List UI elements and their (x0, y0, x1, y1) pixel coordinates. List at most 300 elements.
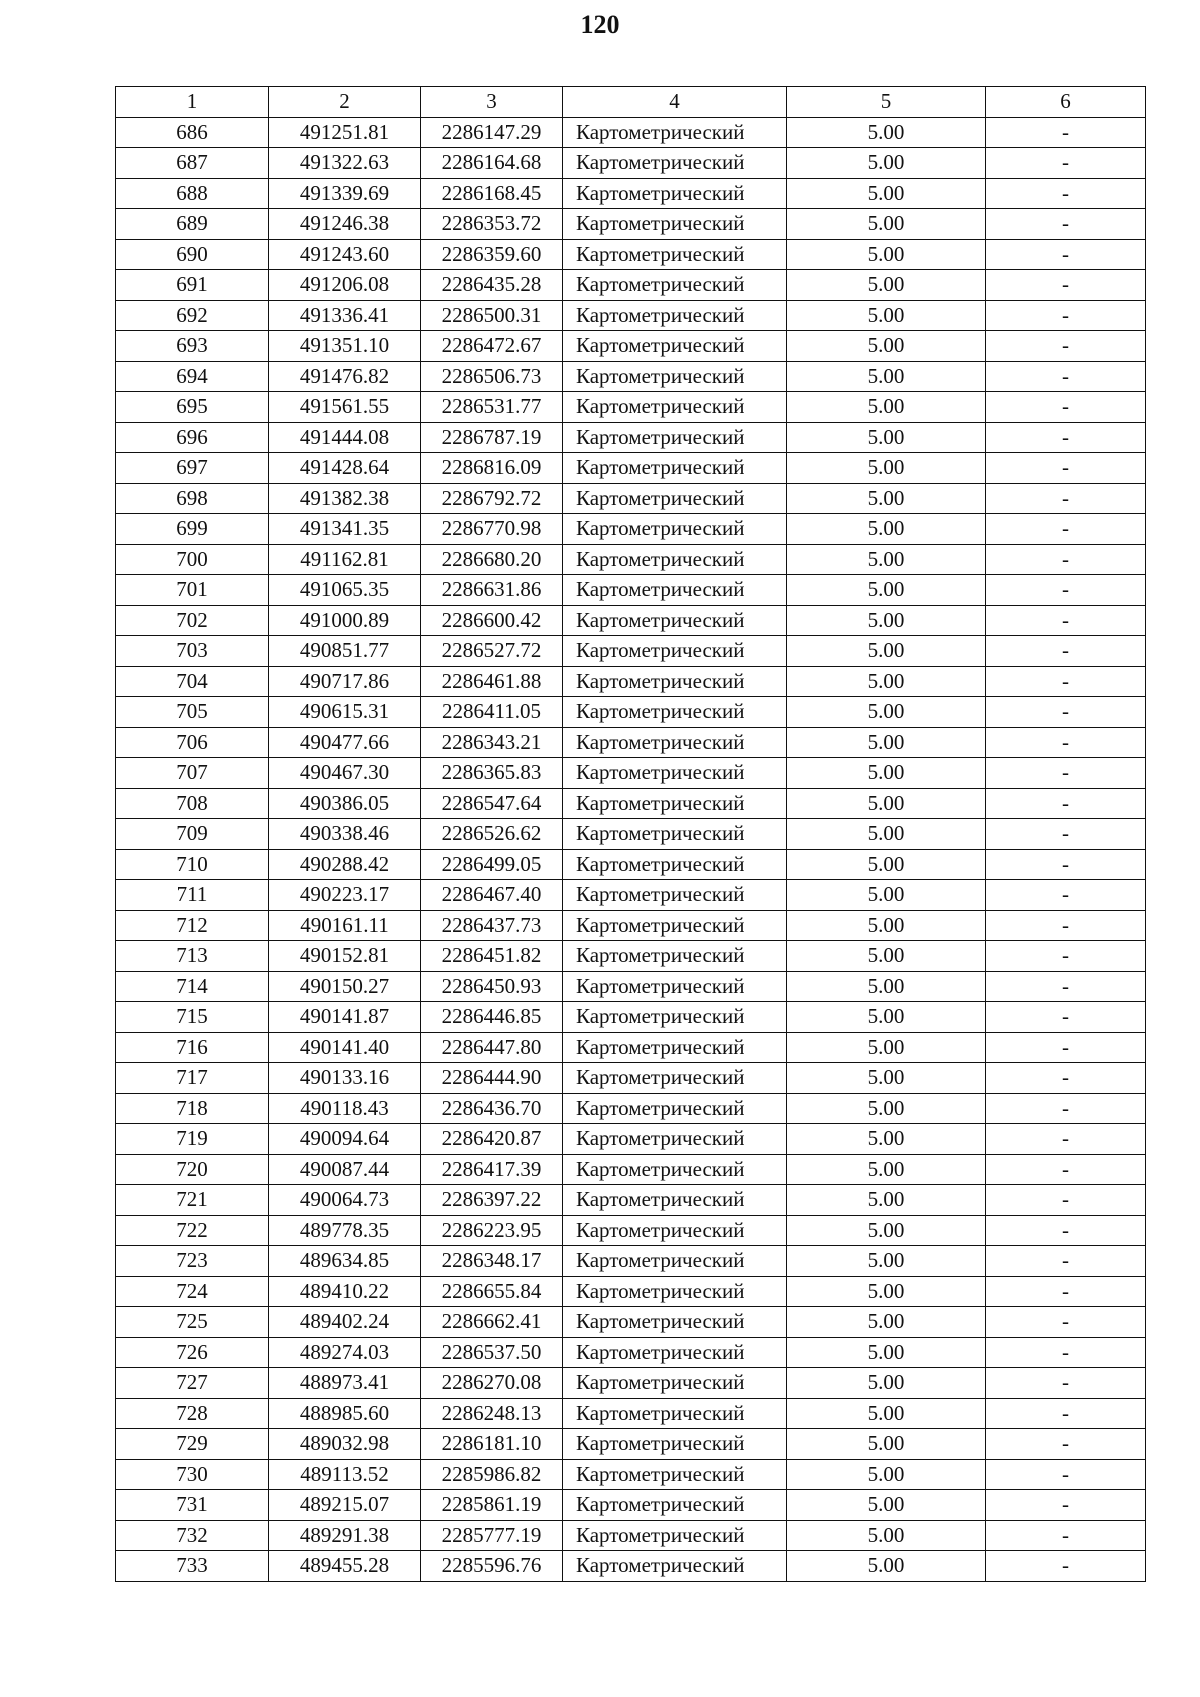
accuracy-cell: 5.00 (787, 270, 986, 301)
y-coordinate-cell: 2286437.73 (421, 910, 563, 941)
y-coordinate-cell: 2286353.72 (421, 209, 563, 240)
point-number-cell: 733 (116, 1551, 269, 1582)
method-cell: Картометрический (563, 1551, 787, 1582)
method-cell: Картометрический (563, 697, 787, 728)
accuracy-cell: 5.00 (787, 1276, 986, 1307)
point-number-cell: 710 (116, 849, 269, 880)
point-number-cell: 696 (116, 422, 269, 453)
method-cell: Картометрический (563, 819, 787, 850)
description-cell: - (986, 361, 1146, 392)
x-coordinate-cell: 490338.46 (269, 819, 421, 850)
method-cell: Картометрический (563, 209, 787, 240)
accuracy-cell: 5.00 (787, 666, 986, 697)
x-coordinate-cell: 491561.55 (269, 392, 421, 423)
table-row (116, 1154, 1146, 1185)
x-coordinate-cell: 490152.81 (269, 941, 421, 972)
description-cell: - (986, 727, 1146, 758)
y-coordinate-cell: 2286164.68 (421, 148, 563, 179)
table-row (116, 239, 1146, 270)
y-coordinate-cell: 2286270.08 (421, 1368, 563, 1399)
description-cell: - (986, 880, 1146, 911)
description-cell: - (986, 1398, 1146, 1429)
method-cell: Картометрический (563, 605, 787, 636)
y-coordinate-cell: 2286526.62 (421, 819, 563, 850)
point-number-cell: 723 (116, 1246, 269, 1277)
method-cell: Картометрический (563, 544, 787, 575)
point-number-cell: 695 (116, 392, 269, 423)
method-cell: Картометрический (563, 300, 787, 331)
x-coordinate-cell: 490477.66 (269, 727, 421, 758)
table-row (116, 300, 1146, 331)
method-cell: Картометрический (563, 1398, 787, 1429)
table-row (116, 148, 1146, 179)
accuracy-cell: 5.00 (787, 819, 986, 850)
description-cell: - (986, 1215, 1146, 1246)
point-number-cell: 713 (116, 941, 269, 972)
x-coordinate-cell: 490118.43 (269, 1093, 421, 1124)
point-number-cell: 712 (116, 910, 269, 941)
table-row (116, 1337, 1146, 1368)
y-coordinate-cell: 2286365.83 (421, 758, 563, 789)
y-coordinate-cell: 2286472.67 (421, 331, 563, 362)
method-cell: Картометрический (563, 971, 787, 1002)
method-cell: Картометрический (563, 483, 787, 514)
accuracy-cell: 5.00 (787, 300, 986, 331)
table-row (116, 666, 1146, 697)
accuracy-cell: 5.00 (787, 1398, 986, 1429)
description-cell: - (986, 636, 1146, 667)
method-cell: Картометрический (563, 1002, 787, 1033)
point-number-cell: 724 (116, 1276, 269, 1307)
description-cell: - (986, 1551, 1146, 1582)
method-cell: Картометрический (563, 1063, 787, 1094)
table-row (116, 788, 1146, 819)
method-cell: Картометрический (563, 1276, 787, 1307)
table-row (116, 941, 1146, 972)
table-row (116, 361, 1146, 392)
point-number-cell: 730 (116, 1459, 269, 1490)
table-row (116, 758, 1146, 789)
accuracy-cell: 5.00 (787, 1368, 986, 1399)
description-cell: - (986, 788, 1146, 819)
method-cell: Картометрический (563, 1032, 787, 1063)
point-number-cell: 686 (116, 117, 269, 148)
x-coordinate-cell: 491428.64 (269, 453, 421, 484)
y-coordinate-cell: 2286223.95 (421, 1215, 563, 1246)
table-row (116, 910, 1146, 941)
y-coordinate-cell: 2286181.10 (421, 1429, 563, 1460)
description-cell: - (986, 1429, 1146, 1460)
column-header: 6 (986, 87, 1146, 118)
table-row (116, 1276, 1146, 1307)
y-coordinate-cell: 2286499.05 (421, 849, 563, 880)
method-cell: Картометрический (563, 941, 787, 972)
y-coordinate-cell: 2286397.22 (421, 1185, 563, 1216)
description-cell: - (986, 605, 1146, 636)
method-cell: Картометрический (563, 453, 787, 484)
x-coordinate-cell: 491444.08 (269, 422, 421, 453)
accuracy-cell: 5.00 (787, 788, 986, 819)
accuracy-cell: 5.00 (787, 697, 986, 728)
y-coordinate-cell: 2286506.73 (421, 361, 563, 392)
x-coordinate-cell: 490141.87 (269, 1002, 421, 1033)
method-cell: Картометрический (563, 514, 787, 545)
y-coordinate-cell: 2286420.87 (421, 1124, 563, 1155)
description-cell: - (986, 392, 1146, 423)
accuracy-cell: 5.00 (787, 209, 986, 240)
accuracy-cell: 5.00 (787, 1490, 986, 1521)
table-row (116, 1124, 1146, 1155)
accuracy-cell: 5.00 (787, 1520, 986, 1551)
accuracy-cell: 5.00 (787, 148, 986, 179)
x-coordinate-cell: 489410.22 (269, 1276, 421, 1307)
table-row (116, 1002, 1146, 1033)
description-cell: - (986, 1185, 1146, 1216)
method-cell: Картометрический (563, 758, 787, 789)
method-cell: Картометрический (563, 1246, 787, 1277)
y-coordinate-cell: 2286461.88 (421, 666, 563, 697)
description-cell: - (986, 910, 1146, 941)
accuracy-cell: 5.00 (787, 483, 986, 514)
accuracy-cell: 5.00 (787, 636, 986, 667)
method-cell: Картометрический (563, 1185, 787, 1216)
accuracy-cell: 5.00 (787, 1215, 986, 1246)
description-cell: - (986, 239, 1146, 270)
point-number-cell: 698 (116, 483, 269, 514)
table-row (116, 971, 1146, 1002)
x-coordinate-cell: 491339.69 (269, 178, 421, 209)
accuracy-cell: 5.00 (787, 1429, 986, 1460)
description-cell: - (986, 1490, 1146, 1521)
table-row (116, 178, 1146, 209)
method-cell: Картометрический (563, 270, 787, 301)
column-header: 2 (269, 87, 421, 118)
y-coordinate-cell: 2286770.98 (421, 514, 563, 545)
y-coordinate-cell: 2286450.93 (421, 971, 563, 1002)
method-cell: Картометрический (563, 1154, 787, 1185)
y-coordinate-cell: 2286531.77 (421, 392, 563, 423)
point-number-cell: 691 (116, 270, 269, 301)
y-coordinate-cell: 2286537.50 (421, 1337, 563, 1368)
description-cell: - (986, 544, 1146, 575)
point-number-cell: 717 (116, 1063, 269, 1094)
x-coordinate-cell: 489455.28 (269, 1551, 421, 1582)
method-cell: Картометрический (563, 880, 787, 911)
method-cell: Картометрический (563, 575, 787, 606)
table-row (116, 514, 1146, 545)
description-cell: - (986, 1337, 1146, 1368)
point-number-cell: 708 (116, 788, 269, 819)
table-row (116, 1307, 1146, 1338)
x-coordinate-cell: 491162.81 (269, 544, 421, 575)
description-cell: - (986, 270, 1146, 301)
x-coordinate-cell: 491382.38 (269, 483, 421, 514)
y-coordinate-cell: 2286147.29 (421, 117, 563, 148)
method-cell: Картометрический (563, 910, 787, 941)
table-row (116, 1185, 1146, 1216)
accuracy-cell: 5.00 (787, 361, 986, 392)
table-row (116, 1398, 1146, 1429)
x-coordinate-cell: 489634.85 (269, 1246, 421, 1277)
y-coordinate-cell: 2286446.85 (421, 1002, 563, 1033)
method-cell: Картометрический (563, 148, 787, 179)
method-cell: Картометрический (563, 1490, 787, 1521)
method-cell: Картометрический (563, 849, 787, 880)
point-number-cell: 726 (116, 1337, 269, 1368)
y-coordinate-cell: 2286600.42 (421, 605, 563, 636)
point-number-cell: 714 (116, 971, 269, 1002)
y-coordinate-cell: 2286248.13 (421, 1398, 563, 1429)
y-coordinate-cell: 2286680.20 (421, 544, 563, 575)
page-number: 120 (580, 10, 620, 39)
y-coordinate-cell: 2286435.28 (421, 270, 563, 301)
y-coordinate-cell: 2286631.86 (421, 575, 563, 606)
table-body (116, 87, 1146, 1582)
x-coordinate-cell: 490087.44 (269, 1154, 421, 1185)
x-coordinate-cell: 489215.07 (269, 1490, 421, 1521)
description-cell: - (986, 209, 1146, 240)
method-cell: Картометрический (563, 1337, 787, 1368)
point-number-cell: 707 (116, 758, 269, 789)
description-cell: - (986, 1124, 1146, 1155)
accuracy-cell: 5.00 (787, 1002, 986, 1033)
column-header: 5 (787, 87, 986, 118)
method-cell: Картометрический (563, 331, 787, 362)
accuracy-cell: 5.00 (787, 1124, 986, 1155)
y-coordinate-cell: 2286436.70 (421, 1093, 563, 1124)
point-number-cell: 720 (116, 1154, 269, 1185)
table-row (116, 1490, 1146, 1521)
point-number-cell: 705 (116, 697, 269, 728)
description-cell: - (986, 148, 1146, 179)
x-coordinate-cell: 491351.10 (269, 331, 421, 362)
description-cell: - (986, 514, 1146, 545)
accuracy-cell: 5.00 (787, 1551, 986, 1582)
description-cell: - (986, 1154, 1146, 1185)
x-coordinate-cell: 490064.73 (269, 1185, 421, 1216)
table-row (116, 1368, 1146, 1399)
y-coordinate-cell: 2286792.72 (421, 483, 563, 514)
x-coordinate-cell: 491336.41 (269, 300, 421, 331)
x-coordinate-cell: 490467.30 (269, 758, 421, 789)
accuracy-cell: 5.00 (787, 1307, 986, 1338)
method-cell: Картометрический (563, 666, 787, 697)
point-number-cell: 706 (116, 727, 269, 758)
point-number-cell: 697 (116, 453, 269, 484)
x-coordinate-cell: 488973.41 (269, 1368, 421, 1399)
point-number-cell: 731 (116, 1490, 269, 1521)
y-coordinate-cell: 2286411.05 (421, 697, 563, 728)
accuracy-cell: 5.00 (787, 605, 986, 636)
y-coordinate-cell: 2286447.80 (421, 1032, 563, 1063)
x-coordinate-cell: 491243.60 (269, 239, 421, 270)
x-coordinate-cell: 491322.63 (269, 148, 421, 179)
x-coordinate-cell: 491476.82 (269, 361, 421, 392)
point-number-cell: 692 (116, 300, 269, 331)
table-row (116, 270, 1146, 301)
point-number-cell: 729 (116, 1429, 269, 1460)
method-cell: Картометрический (563, 1215, 787, 1246)
x-coordinate-cell: 490133.16 (269, 1063, 421, 1094)
point-number-cell: 716 (116, 1032, 269, 1063)
table-row (116, 544, 1146, 575)
description-cell: - (986, 1002, 1146, 1033)
method-cell: Картометрический (563, 1124, 787, 1155)
table-row (116, 1032, 1146, 1063)
table-row (116, 1520, 1146, 1551)
x-coordinate-cell: 490223.17 (269, 880, 421, 911)
x-coordinate-cell: 489274.03 (269, 1337, 421, 1368)
x-coordinate-cell: 491065.35 (269, 575, 421, 606)
accuracy-cell: 5.00 (787, 1185, 986, 1216)
table-row (116, 422, 1146, 453)
point-number-cell: 703 (116, 636, 269, 667)
x-coordinate-cell: 490288.42 (269, 849, 421, 880)
x-coordinate-cell: 490141.40 (269, 1032, 421, 1063)
accuracy-cell: 5.00 (787, 941, 986, 972)
column-header: 3 (421, 87, 563, 118)
table-header-row (116, 87, 1146, 118)
description-cell: - (986, 1246, 1146, 1277)
point-number-cell: 722 (116, 1215, 269, 1246)
x-coordinate-cell: 489402.24 (269, 1307, 421, 1338)
accuracy-cell: 5.00 (787, 514, 986, 545)
accuracy-cell: 5.00 (787, 178, 986, 209)
table-row (116, 849, 1146, 880)
point-number-cell: 700 (116, 544, 269, 575)
x-coordinate-cell: 490851.77 (269, 636, 421, 667)
table-row (116, 1551, 1146, 1582)
table-row (116, 483, 1146, 514)
column-header: 4 (563, 87, 787, 118)
point-number-cell: 715 (116, 1002, 269, 1033)
point-number-cell: 718 (116, 1093, 269, 1124)
y-coordinate-cell: 2285596.76 (421, 1551, 563, 1582)
table-row (116, 575, 1146, 606)
accuracy-cell: 5.00 (787, 453, 986, 484)
method-cell: Картометрический (563, 361, 787, 392)
point-number-cell: 727 (116, 1368, 269, 1399)
table-row (116, 392, 1146, 423)
description-cell: - (986, 1063, 1146, 1094)
accuracy-cell: 5.00 (787, 392, 986, 423)
accuracy-cell: 5.00 (787, 1154, 986, 1185)
accuracy-cell: 5.00 (787, 422, 986, 453)
table-row (116, 1459, 1146, 1490)
accuracy-cell: 5.00 (787, 1459, 986, 1490)
table-row (116, 880, 1146, 911)
description-cell: - (986, 758, 1146, 789)
table-row (116, 697, 1146, 728)
table-row (116, 605, 1146, 636)
y-coordinate-cell: 2286662.41 (421, 1307, 563, 1338)
accuracy-cell: 5.00 (787, 1246, 986, 1277)
point-number-cell: 704 (116, 666, 269, 697)
table-row (116, 1093, 1146, 1124)
y-coordinate-cell: 2286655.84 (421, 1276, 563, 1307)
description-cell: - (986, 575, 1146, 606)
description-cell: - (986, 453, 1146, 484)
coordinates-table (115, 86, 1146, 1582)
accuracy-cell: 5.00 (787, 1032, 986, 1063)
point-number-cell: 709 (116, 819, 269, 850)
description-cell: - (986, 1368, 1146, 1399)
point-number-cell: 694 (116, 361, 269, 392)
y-coordinate-cell: 2286359.60 (421, 239, 563, 270)
x-coordinate-cell: 491206.08 (269, 270, 421, 301)
table-row (116, 1429, 1146, 1460)
accuracy-cell: 5.00 (787, 1063, 986, 1094)
description-cell: - (986, 422, 1146, 453)
x-coordinate-cell: 490150.27 (269, 971, 421, 1002)
point-number-cell: 688 (116, 178, 269, 209)
table-row (116, 636, 1146, 667)
table-row (116, 1246, 1146, 1277)
accuracy-cell: 5.00 (787, 971, 986, 1002)
description-cell: - (986, 1093, 1146, 1124)
accuracy-cell: 5.00 (787, 331, 986, 362)
x-coordinate-cell: 491251.81 (269, 117, 421, 148)
point-number-cell: 721 (116, 1185, 269, 1216)
y-coordinate-cell: 2286547.64 (421, 788, 563, 819)
description-cell: - (986, 666, 1146, 697)
method-cell: Картометрический (563, 239, 787, 270)
accuracy-cell: 5.00 (787, 910, 986, 941)
y-coordinate-cell: 2286343.21 (421, 727, 563, 758)
accuracy-cell: 5.00 (787, 1337, 986, 1368)
description-cell: - (986, 117, 1146, 148)
method-cell: Картометрический (563, 727, 787, 758)
point-number-cell: 690 (116, 239, 269, 270)
description-cell: - (986, 1307, 1146, 1338)
point-number-cell: 728 (116, 1398, 269, 1429)
accuracy-cell: 5.00 (787, 239, 986, 270)
x-coordinate-cell: 491000.89 (269, 605, 421, 636)
y-coordinate-cell: 2286467.40 (421, 880, 563, 911)
y-coordinate-cell: 2285777.19 (421, 1520, 563, 1551)
description-cell: - (986, 1520, 1146, 1551)
x-coordinate-cell: 491246.38 (269, 209, 421, 240)
accuracy-cell: 5.00 (787, 880, 986, 911)
y-coordinate-cell: 2286168.45 (421, 178, 563, 209)
method-cell: Картометрический (563, 1429, 787, 1460)
method-cell: Картометрический (563, 178, 787, 209)
y-coordinate-cell: 2285861.19 (421, 1490, 563, 1521)
method-cell: Картометрический (563, 1307, 787, 1338)
point-number-cell: 689 (116, 209, 269, 240)
y-coordinate-cell: 2286527.72 (421, 636, 563, 667)
method-cell: Картометрический (563, 636, 787, 667)
accuracy-cell: 5.00 (787, 544, 986, 575)
table-row (116, 209, 1146, 240)
accuracy-cell: 5.00 (787, 1093, 986, 1124)
description-cell: - (986, 178, 1146, 209)
method-cell: Картометрический (563, 392, 787, 423)
point-number-cell: 732 (116, 1520, 269, 1551)
method-cell: Картометрический (563, 1459, 787, 1490)
x-coordinate-cell: 489778.35 (269, 1215, 421, 1246)
description-cell: - (986, 483, 1146, 514)
y-coordinate-cell: 2286451.82 (421, 941, 563, 972)
y-coordinate-cell: 2286500.31 (421, 300, 563, 331)
x-coordinate-cell: 489113.52 (269, 1459, 421, 1490)
x-coordinate-cell: 490717.86 (269, 666, 421, 697)
point-number-cell: 699 (116, 514, 269, 545)
accuracy-cell: 5.00 (787, 117, 986, 148)
description-cell: - (986, 971, 1146, 1002)
accuracy-cell: 5.00 (787, 849, 986, 880)
y-coordinate-cell: 2285986.82 (421, 1459, 563, 1490)
